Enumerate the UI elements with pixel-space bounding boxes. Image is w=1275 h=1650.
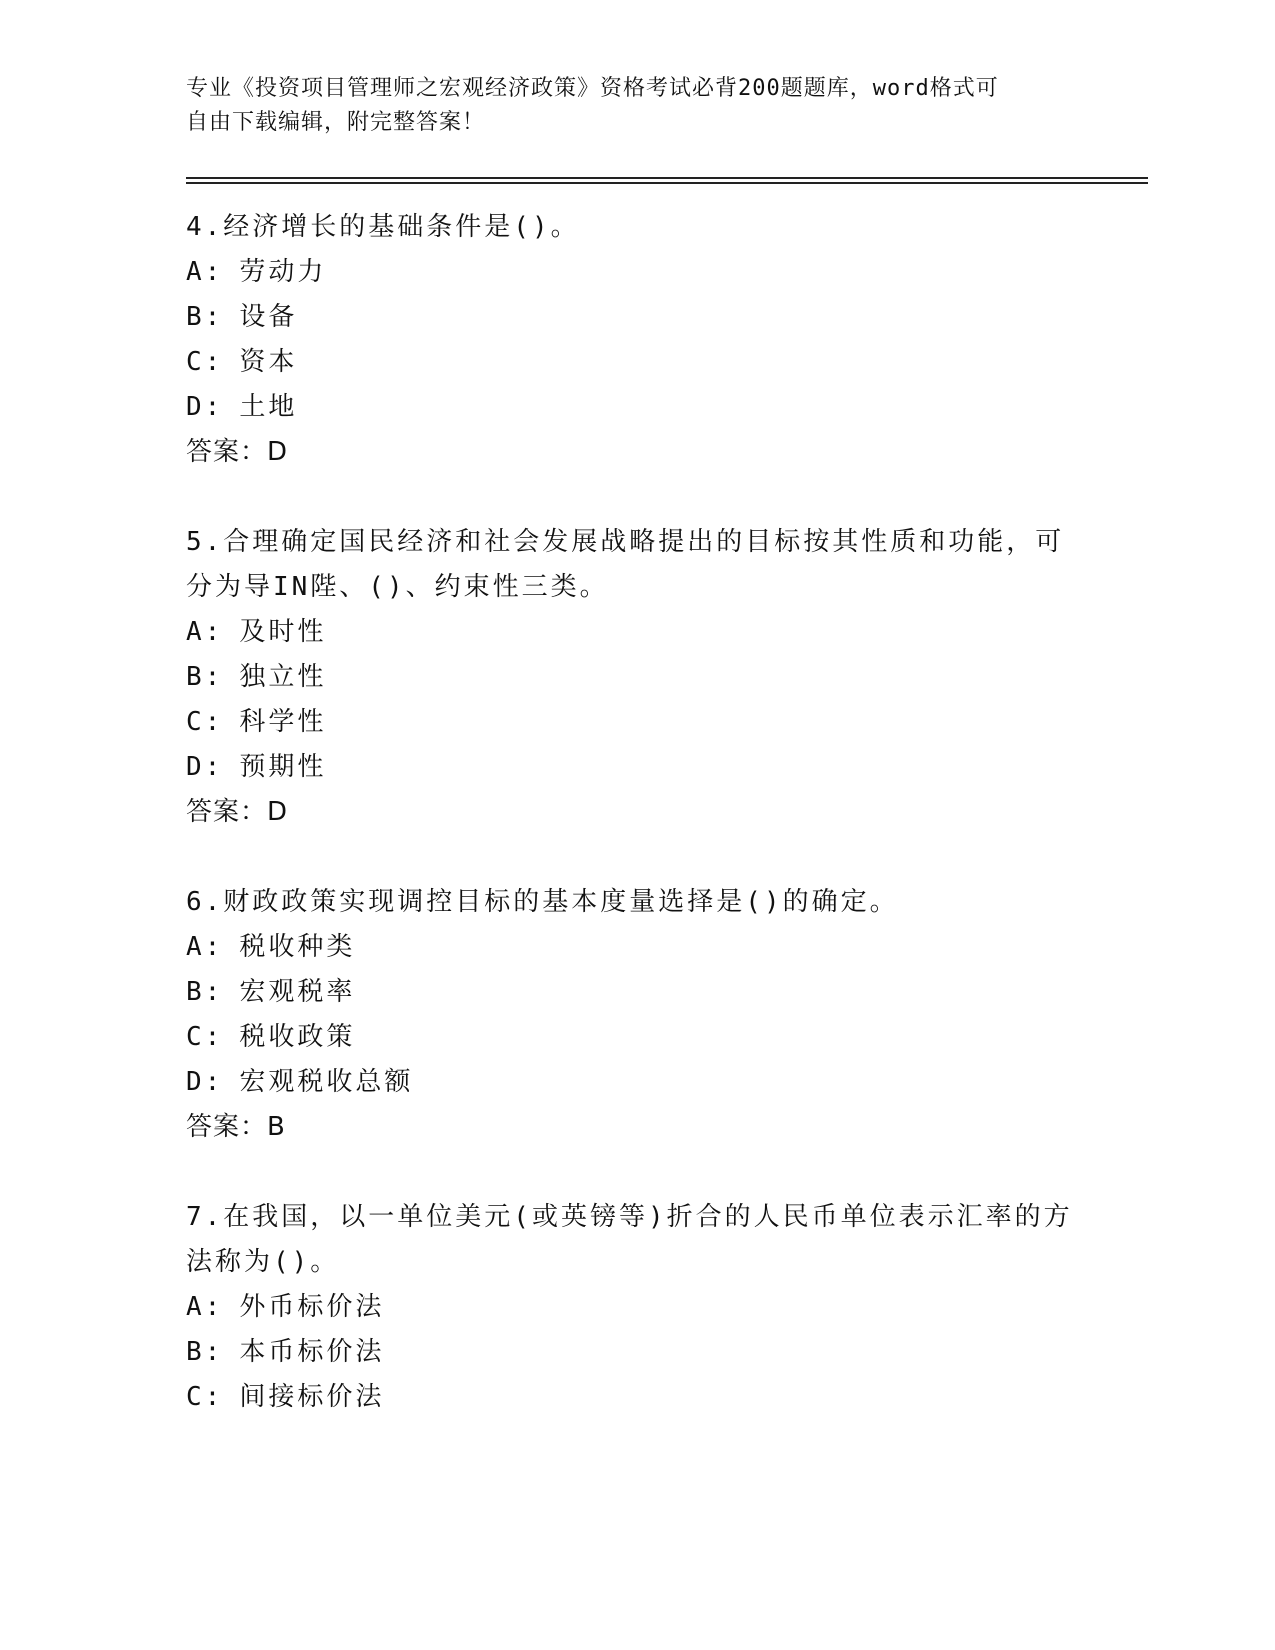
answer-line: 答案：B [186,1112,286,1142]
header-line-1: 专业《投资项目管理师之宏观经济政策》资格考试必背200题题库，word格式可 [186,76,999,101]
option-letter: D: [186,392,224,422]
option-letter: B: [186,302,224,332]
option-text: 宏观税收总额 [239,1067,414,1097]
option-b [186,1330,1086,1375]
question-6 [186,880,1086,1150]
option-text: 土地 [239,392,298,422]
option-text: 科学性 [239,707,327,737]
question-stem: 7.在我国，以一单位美元(或英镑等)折合的人民币单位表示汇率的方法称为()。 [186,1202,1073,1277]
option-letter: D: [186,1067,224,1097]
option-letter: D: [186,752,224,782]
option-letter: C: [186,347,224,377]
option-a [186,250,1086,295]
question-list [186,205,1086,1465]
header-divider-top [186,177,1148,179]
option-letter: C: [186,707,224,737]
header-divider-bottom [186,182,1148,184]
header-line-2: 自由下载编辑，附完整答案！ [186,110,486,135]
question-stem: 4.经济增长的基础条件是()。 [186,212,580,242]
option-letter: A: [186,932,224,962]
option-text: 间接标价法 [239,1382,385,1412]
question-stem: 5.合理确定国民经济和社会发展战略提出的目标按其性质和功能，可分为导IN陛、()、约束性三类。 [186,527,1065,602]
answer-line: 答案：D [186,797,289,827]
option-text: 及时性 [239,617,327,647]
option-letter: B: [186,662,224,692]
question-7 [186,1195,1086,1420]
option-letter: C: [186,1022,224,1052]
question-4 [186,205,1086,475]
option-text: 税收政策 [239,1022,356,1052]
document-header [186,72,1066,140]
option-b [186,295,1086,340]
option-c [186,1015,1086,1060]
option-letter: A: [186,257,224,287]
answer-line: 答案：D [186,437,289,467]
option-c [186,340,1086,385]
option-letter: A: [186,617,224,647]
option-text: 税收种类 [239,932,356,962]
option-b [186,970,1086,1015]
option-letter: A: [186,1292,224,1322]
option-a [186,610,1086,655]
option-text: 外币标价法 [239,1292,385,1322]
option-text: 设备 [239,302,298,332]
option-text: 劳动力 [239,257,327,287]
question-stem: 6.财政政策实现调控目标的基本度量选择是()的确定。 [186,887,899,917]
option-b [186,655,1086,700]
option-d [186,385,1086,430]
option-text: 宏观税率 [239,977,356,1007]
option-c [186,1375,1086,1420]
question-5 [186,520,1086,835]
option-letter: C: [186,1382,224,1412]
option-text: 预期性 [239,752,327,782]
option-a [186,925,1086,970]
option-text: 资本 [239,347,298,377]
option-a [186,1285,1086,1330]
option-text: 独立性 [239,662,327,692]
option-text: 本币标价法 [239,1337,385,1367]
option-c [186,700,1086,745]
option-d [186,1060,1086,1105]
option-d [186,745,1086,790]
option-letter: B: [186,977,224,1007]
option-letter: B: [186,1337,224,1367]
